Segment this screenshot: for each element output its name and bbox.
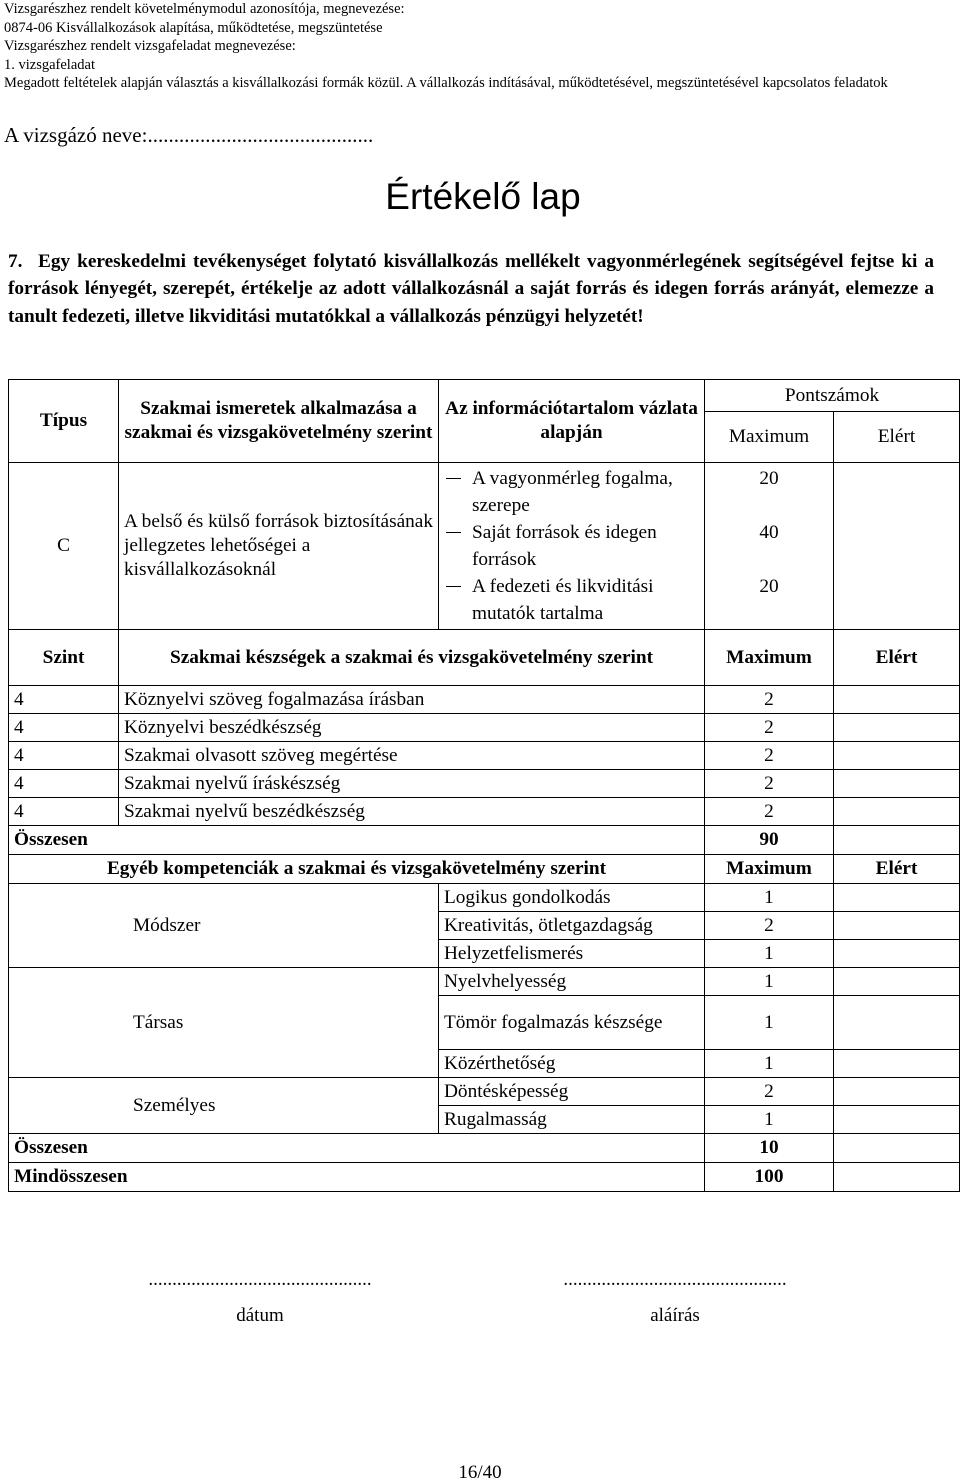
skill-name: Szakmai olvasott szöveg megértése [119,742,705,770]
competency-max: 1 [705,1050,834,1078]
skill-achieved-cell[interactable] [834,714,960,742]
header-task-label: Vizsgarészhez rendelt vizsgafeladat megnevezése: [4,38,296,55]
competency-achieved-cell[interactable] [834,996,960,1050]
skill-row [9,686,960,714]
col-achieved-header: Elért [834,412,960,463]
competency-name: Döntésképesség [439,1078,705,1106]
competencies-header-row [9,855,960,884]
task-text: Egy kereskedelmi tevékenységet folytató kisvállalkozás mellékelt vagyonmérlegének segítségével fejtse ki a források lényegét, szerepét, értékelje az adott vállalkozásnál a saját forrás és idegen forrás arányát, elemezze a tanult fedezeti, illetve likviditási mutatókkal a vállalkozás pénzügyi helyzetét! [8,251,934,327]
date-label: dátum [236,1305,284,1326]
skill-level: 4 [9,742,119,770]
competency-max: 1 [705,940,834,968]
competency-group-name: Módszer [9,884,439,968]
knowledge-row [9,463,960,630]
competency-row [9,968,960,996]
page-number: 16/40 [458,1462,502,1483]
col-knowledge-header: Szakmai ismeretek alkalmazása a szakmai és vizsgakövetelmény szerint [119,380,439,463]
outline-item: Saját források és idegen források [444,519,699,573]
outline-item: A fedezeti és likviditási mutatók tartalma [444,573,699,627]
signature-block [528,1262,822,1334]
competencies-total-row [9,1134,960,1163]
skill-level: 4 [9,770,119,798]
outline-item: A vagyonmérleg fogalma, szerepe [444,465,699,519]
task-number: 7. [8,251,23,272]
competency-max: 1 [705,968,834,996]
skill-max: 2 [705,770,834,798]
col-level-header: Szint [9,630,119,686]
type-cell: C [9,463,119,630]
skill-row [9,714,960,742]
skill-max: 2 [705,686,834,714]
competencies-total-achieved-cell[interactable] [834,1134,960,1163]
skill-row [9,798,960,826]
examinee-name-line: A vizsgázó neve:........................................... [4,123,374,147]
grand-total-achieved-cell[interactable] [834,1163,960,1192]
competency-name: Logikus gondolkodás [439,884,705,912]
competency-achieved-cell[interactable] [834,940,960,968]
outline-achieved-cell[interactable] [834,463,960,630]
skills-total-value: 90 [705,826,834,855]
competency-achieved-cell[interactable] [834,1078,960,1106]
grand-total-value: 100 [705,1163,834,1192]
competency-name: Kreativitás, ötletgazdagság [439,912,705,940]
header-module-label: Vizsgarészhez rendelt követelménymodul azonosítója, megnevezése: [4,1,405,17]
outline-max-value: 40 [759,522,779,543]
skills-total-label: Összesen [9,826,705,855]
competency-name: Közérthetőség [439,1050,705,1078]
skill-name: Köznyelvi beszédkészség [119,714,705,742]
competency-row [9,884,960,912]
skill-max: 2 [705,714,834,742]
skills-achieved-header: Elért [834,630,960,686]
page-title: Értékelő lap [385,176,581,217]
competency-achieved-cell[interactable] [834,1106,960,1134]
col-max-header: Maximum [705,412,834,463]
page-header [4,0,954,93]
competency-max: 2 [705,1078,834,1106]
competency-achieved-cell[interactable] [834,884,960,912]
competency-name: Nyelvhelyesség [439,968,705,996]
competency-max: 1 [705,996,834,1050]
competencies-achieved-header: Elért [834,855,960,884]
skills-header-row [9,630,960,686]
competencies-total-value: 10 [705,1134,834,1163]
evaluation-table [8,379,960,1192]
competency-name: Helyzetfelismerés [439,940,705,968]
competency-max: 1 [705,1106,834,1134]
knowledge-header-row [9,380,960,412]
skill-row [9,742,960,770]
skill-achieved-cell[interactable] [834,686,960,714]
competencies-heading: Egyéb kompetenciák a szakmai és vizsgakövetelmény szerint [9,855,705,884]
skill-name: Szakmai nyelvű beszédkészség [119,798,705,826]
date-dots: ............................................... [148,1269,372,1290]
task-statement [8,248,934,330]
skill-name: Szakmai nyelvű íráskészség [119,770,705,798]
col-skills-header: Szakmai készségek a szakmai és vizsgakövetelmény szerint [119,630,705,686]
competency-name: Rugalmasság [439,1106,705,1134]
competency-name: Tömör fogalmazás készsége [439,996,705,1050]
competencies-total-label: Összesen [9,1134,705,1163]
skills-max-header: Maximum [705,630,834,686]
skill-max: 2 [705,798,834,826]
signature-dots: ............................................... [563,1269,787,1290]
skill-level: 4 [9,798,119,826]
competency-group-name: Személyes [9,1078,439,1134]
skill-level: 4 [9,686,119,714]
date-signature-block [110,1262,410,1334]
header-task-number: 1. vizsgafeladat [4,56,95,73]
outline-list [444,465,699,627]
competency-achieved-cell[interactable] [834,968,960,996]
competency-row [9,1078,960,1106]
outline-max-value: 20 [759,468,779,489]
skill-achieved-cell[interactable] [834,770,960,798]
outline-max-value: 20 [759,576,779,597]
col-type-header: Típus [9,380,119,463]
col-outline-header: Az információtartalom vázlata alapján [439,380,705,463]
outline-max-cell [705,463,834,630]
competency-group-name: Társas [9,968,439,1078]
grand-total-row [9,1163,960,1192]
grand-total-label: Mindösszesen [9,1163,705,1192]
skills-total-achieved-cell[interactable] [834,826,960,855]
skill-row [9,770,960,798]
signature-label: aláírás [650,1305,700,1326]
header-module-name: 0874-06 Kisvállalkozások alapítása, működtetése, megszüntetése [4,19,383,36]
competency-achieved-cell[interactable] [834,1050,960,1078]
competency-max: 1 [705,884,834,912]
skill-max: 2 [705,742,834,770]
skill-name: Köznyelvi szöveg fogalmazása írásban [119,686,705,714]
skills-total-row [9,826,960,855]
competencies-max-header: Maximum [705,855,834,884]
col-points-header: Pontszámok [705,380,960,412]
header-task-description: Megadott feltételek alapján választás a kisvállalkozási formák közül. A vállalkozás indításával, működtetésével, megszüntetésével kapcsolatos feladatok [4,75,888,92]
competency-achieved-cell[interactable] [834,912,960,940]
competency-max: 2 [705,912,834,940]
knowledge-text-cell: A belső és külső források biztosításának jellegzetes lehetőségei a kisvállalkozásoknál [119,463,439,630]
skill-achieved-cell[interactable] [834,742,960,770]
skill-achieved-cell[interactable] [834,798,960,826]
skill-level: 4 [9,714,119,742]
outline-cell [439,463,705,630]
